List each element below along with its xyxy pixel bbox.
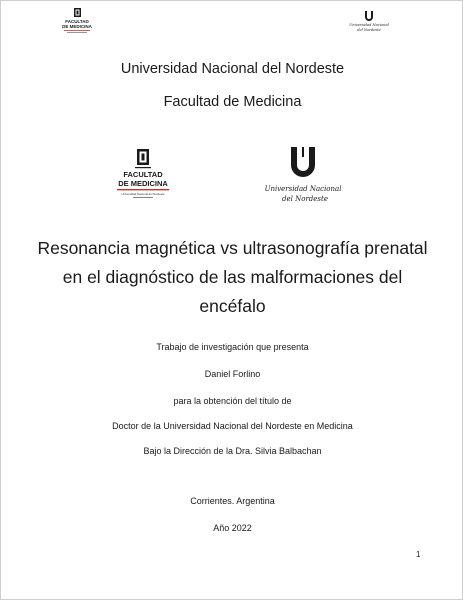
degree-text: Doctor de la Universidad Nacional del Nordeste en Medicina — [112, 421, 353, 431]
university-logo-small — [346, 9, 392, 37]
presentation-text: Trabajo de investigación que presenta — [156, 342, 309, 352]
faculty-logo-small — [59, 7, 95, 37]
thesis-title-line-3: encéfalo — [199, 296, 266, 316]
university-logo-small-line1: Universidad Nacional — [349, 23, 389, 27]
faculty-logo-line2: DE MEDICINA — [118, 179, 168, 188]
faculty-logo-line1: FACULTAD — [123, 170, 163, 179]
faculty-name: Facultad de Medicina — [163, 94, 302, 110]
director-text: Bajo la Dirección de la Dra. Silvia Balbachan — [143, 446, 322, 456]
university-logo-line1: Universidad Nacional — [264, 185, 342, 193]
university-logo — [253, 145, 353, 205]
thesis-title-line-2: en el diagnóstico de las malformaciones del — [62, 267, 403, 287]
year-text: Año 2022 — [213, 523, 252, 533]
university-name: Universidad Nacional del Nordeste — [120, 61, 345, 77]
faculty-logo-subline: Universidad Nacional del Nordeste — [121, 192, 165, 196]
thesis-title-line-1: Resonancia magnética vs ultrasonografía prenatal — [37, 238, 428, 258]
author-name: Daniel Forlino — [204, 369, 261, 379]
purpose-text: para la obtención del título de — [173, 396, 292, 406]
thesis-title — [1, 234, 463, 321]
place-text: Corrientes. Argentina — [190, 496, 275, 506]
faculty-logo — [113, 147, 173, 203]
faculty-logo-small-line2: DE MEDICINA — [62, 24, 92, 29]
page-number: 1 — [416, 550, 421, 559]
faculty-logo-small-line1: FACULTAD — [65, 19, 89, 24]
university-logo-small-line2: del Nordeste — [357, 28, 381, 32]
university-logo-line2: del Nordeste — [282, 195, 328, 203]
